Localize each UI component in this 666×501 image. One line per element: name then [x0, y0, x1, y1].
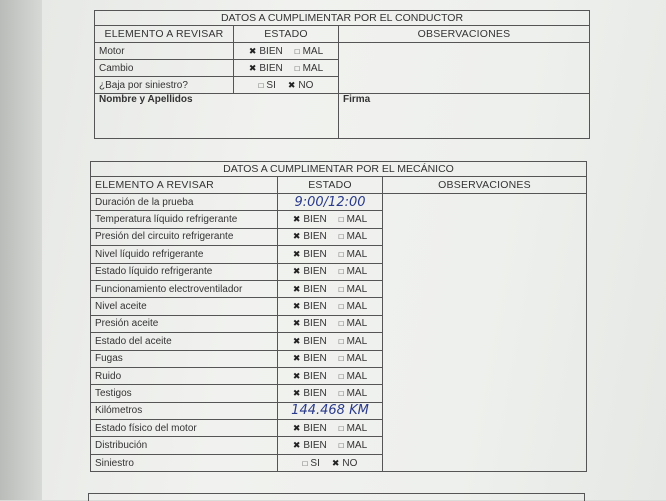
handwritten-value: 144.468 KM [291, 403, 369, 419]
option-label: BIEN [303, 318, 327, 330]
row-estado[interactable] [278, 367, 383, 384]
option-2-checkbox[interactable] [339, 440, 367, 451]
checked-mark-icon: ✖ [292, 353, 301, 364]
checked-mark-icon: ✖ [331, 457, 340, 468]
nombre-apellidos-field[interactable]: Nombre y Apellidos [95, 94, 339, 139]
row-label: Nivel aceite [91, 298, 278, 315]
option-1-checkbox[interactable] [293, 371, 327, 382]
checked-mark-icon: ✖ [292, 370, 301, 381]
row-estado[interactable] [234, 77, 339, 94]
checked-mark-icon: ✖ [287, 79, 296, 90]
empty-box-icon: □ [338, 249, 344, 259]
row-estado[interactable] [278, 246, 383, 263]
row-label: Ruido [91, 367, 278, 384]
option-2-checkbox[interactable] [332, 458, 358, 469]
option-label: BIEN [303, 440, 327, 452]
empty-box-icon: □ [302, 458, 308, 468]
conductor-col-obs: OBSERVACIONES [339, 26, 590, 43]
observaciones-field[interactable] [339, 43, 590, 94]
conductor-col-item: ELEMENTO A REVISAR [95, 26, 234, 43]
option-label: BIEN [259, 45, 283, 57]
option-label: BIEN [303, 387, 327, 399]
mecanico-col-estado: ESTADO [278, 177, 383, 194]
checked-mark-icon: ✖ [292, 301, 301, 312]
mecanico-title: DATOS A CUMPLIMENTAR POR EL MECÁNICO [91, 162, 587, 177]
row-estado[interactable] [278, 437, 383, 454]
empty-box-icon: □ [338, 215, 344, 225]
option-label: SI [310, 457, 320, 469]
option-label: MAL [346, 266, 368, 278]
empty-box-icon: □ [338, 354, 344, 364]
option-1-checkbox[interactable] [249, 63, 283, 74]
mecanico-col-obs: OBSERVACIONES [383, 177, 587, 194]
conductor-table [94, 10, 590, 139]
option-label: BIEN [303, 283, 327, 295]
firma-field[interactable]: Firma [339, 94, 590, 139]
option-label: BIEN [303, 301, 327, 313]
row-label: Fugas [91, 350, 278, 367]
conductor-title: DATOS A CUMPLIMENTAR POR EL CONDUCTOR [95, 11, 590, 26]
checked-mark-icon: ✖ [292, 231, 301, 242]
option-1-checkbox[interactable] [293, 388, 327, 399]
checked-mark-icon: ✖ [292, 266, 301, 277]
mecanico-col-item: ELEMENTO A REVISAR [91, 177, 278, 194]
empty-box-icon: □ [338, 441, 344, 451]
option-1-checkbox[interactable] [259, 80, 276, 91]
row-estado[interactable] [278, 385, 383, 402]
row-estado[interactable] [278, 454, 383, 471]
row-estado[interactable] [278, 315, 383, 332]
option-label: MAL [346, 387, 368, 399]
row-label: Distribución [91, 437, 278, 454]
row-label: Cambio [95, 60, 234, 77]
checked-mark-icon: ✖ [292, 335, 301, 346]
option-label: BIEN [303, 422, 327, 434]
row-estado[interactable] [278, 194, 383, 211]
checked-mark-icon: ✖ [292, 440, 301, 451]
option-2-checkbox[interactable] [339, 231, 367, 242]
option-2-checkbox[interactable] [339, 336, 367, 347]
empty-box-icon: □ [338, 336, 344, 346]
empty-box-icon: □ [338, 267, 344, 277]
checked-mark-icon: ✖ [292, 214, 301, 225]
option-1-checkbox[interactable] [293, 301, 327, 312]
empty-box-icon: □ [338, 302, 344, 312]
option-2-checkbox[interactable] [295, 63, 323, 74]
option-label: MAL [346, 422, 368, 434]
checked-mark-icon: ✖ [292, 248, 301, 259]
option-label: BIEN [303, 370, 327, 382]
row-label: Kilómetros [91, 402, 278, 419]
option-1-checkbox[interactable] [293, 231, 327, 242]
option-label: BIEN [303, 231, 327, 243]
option-2-checkbox[interactable] [339, 388, 367, 399]
row-estado[interactable] [278, 333, 383, 350]
empty-box-icon: □ [294, 46, 300, 56]
option-2-checkbox[interactable] [339, 284, 367, 295]
row-label: Presión aceite [91, 315, 278, 332]
row-estado[interactable] [278, 228, 383, 245]
empty-box-icon: □ [258, 80, 264, 90]
row-label: Nivel líquido refrigerante [91, 246, 278, 263]
option-label: MAL [346, 353, 368, 365]
option-1-checkbox[interactable] [293, 214, 327, 225]
option-2-checkbox[interactable] [339, 318, 367, 329]
row-estado[interactable] [234, 43, 339, 60]
option-1-checkbox[interactable] [293, 423, 327, 434]
handwritten-value: 9:00/12:00 [294, 194, 366, 210]
mecanico-table [90, 161, 587, 472]
option-label: MAL [346, 335, 368, 347]
option-1-checkbox[interactable] [249, 46, 283, 57]
row-estado[interactable] [278, 211, 383, 228]
empty-box-icon: □ [338, 319, 344, 329]
empty-box-icon: □ [338, 371, 344, 381]
option-label: SI [266, 79, 276, 91]
row-estado[interactable] [278, 298, 383, 315]
option-label: MAL [346, 318, 368, 330]
checked-mark-icon: ✖ [248, 45, 257, 56]
row-label: Testigos [91, 385, 278, 402]
option-label: NO [298, 79, 314, 91]
option-2-checkbox[interactable] [339, 214, 367, 225]
row-estado[interactable] [278, 420, 383, 437]
option-2-checkbox[interactable] [339, 249, 367, 260]
option-2-checkbox[interactable] [288, 80, 314, 91]
row-label: ¿Baja por siniestro? [95, 77, 234, 94]
row-label: Estado del aceite [91, 333, 278, 350]
checked-mark-icon: ✖ [292, 387, 301, 398]
checked-mark-icon: ✖ [248, 62, 257, 73]
empty-box-icon: □ [338, 284, 344, 294]
option-1-checkbox[interactable] [293, 336, 327, 347]
row-label: Funcionamiento electroventilador [91, 280, 278, 297]
option-2-checkbox[interactable] [339, 301, 367, 312]
option-label: MAL [346, 231, 368, 243]
empty-box-icon: □ [338, 232, 344, 242]
row-label: Estado líquido refrigerante [91, 263, 278, 280]
option-label: BIEN [303, 353, 327, 365]
option-label: BIEN [259, 62, 283, 74]
table-row [91, 194, 587, 211]
checked-mark-icon: ✖ [292, 283, 301, 294]
option-1-checkbox[interactable] [293, 249, 327, 260]
option-label: BIEN [303, 266, 327, 278]
row-estado[interactable] [278, 402, 383, 419]
row-label: Estado físico del motor [91, 420, 278, 437]
option-label: MAL [346, 370, 368, 382]
row-estado[interactable] [234, 60, 339, 77]
empty-box-icon: □ [338, 423, 344, 433]
option-2-checkbox[interactable] [339, 423, 367, 434]
observaciones-field[interactable] [383, 194, 587, 472]
option-1-checkbox[interactable] [303, 458, 320, 469]
table-row [95, 43, 590, 60]
row-estado[interactable] [278, 350, 383, 367]
option-2-checkbox[interactable] [295, 46, 323, 57]
option-label: MAL [302, 45, 324, 57]
empty-box-icon: □ [338, 388, 344, 398]
option-label: MAL [346, 301, 368, 313]
option-1-checkbox[interactable] [293, 266, 327, 277]
row-label: Motor [95, 43, 234, 60]
option-label: MAL [346, 283, 368, 295]
empty-box-icon: □ [294, 63, 300, 73]
option-label: MAL [346, 248, 368, 260]
option-label: MAL [346, 214, 368, 226]
row-estado[interactable] [278, 280, 383, 297]
row-label: Siniestro [91, 454, 278, 471]
option-label: BIEN [303, 248, 327, 260]
row-label: Duración de la prueba [91, 194, 278, 211]
row-label: Presión del circuito refrigerante [91, 228, 278, 245]
checked-mark-icon: ✖ [292, 422, 301, 433]
option-1-checkbox[interactable] [293, 440, 327, 451]
row-label: Temperatura líquido refrigerante [91, 211, 278, 228]
option-label: BIEN [303, 214, 327, 226]
option-2-checkbox[interactable] [339, 371, 367, 382]
option-label: MAL [302, 62, 324, 74]
option-label: NO [342, 457, 358, 469]
checked-mark-icon: ✖ [292, 318, 301, 329]
option-2-checkbox[interactable] [339, 266, 367, 277]
option-label: BIEN [303, 335, 327, 347]
conductor-col-estado: ESTADO [234, 26, 339, 43]
option-1-checkbox[interactable] [293, 284, 327, 295]
option-1-checkbox[interactable] [293, 318, 327, 329]
option-1-checkbox[interactable] [293, 353, 327, 364]
row-estado[interactable] [278, 263, 383, 280]
option-label: MAL [346, 440, 368, 452]
option-2-checkbox[interactable] [339, 353, 367, 364]
page-shadow [0, 0, 42, 500]
